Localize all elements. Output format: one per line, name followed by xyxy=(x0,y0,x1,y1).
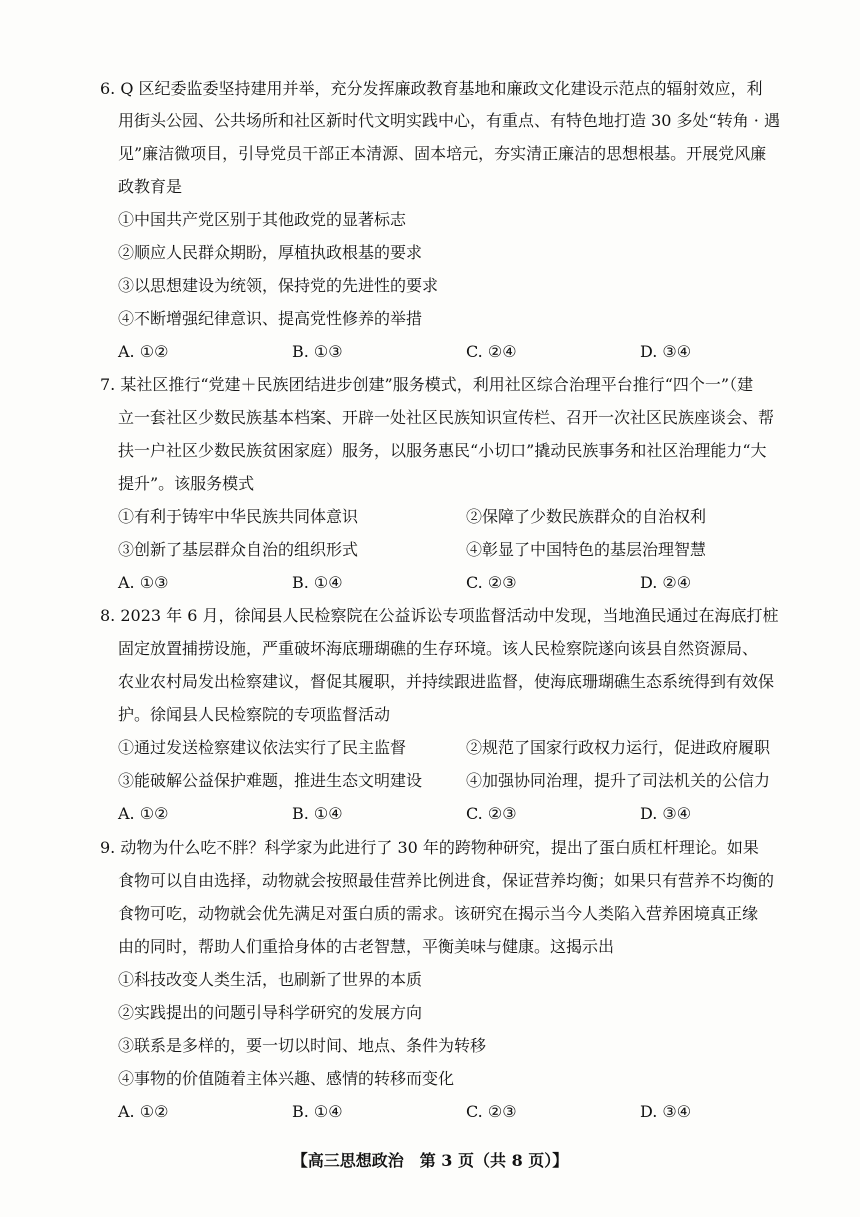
question-6-choice-b: B. ①③ xyxy=(292,342,343,361)
question-9-choice-c: C. ②③ xyxy=(466,1102,517,1121)
question-6-stem-line-1: 6. Q 区纪委监委坚持建用并举，充分发挥廉政教育基地和廉政文化建设示范点的辐射效应，利 xyxy=(100,79,763,98)
question-7-choice-c: C. ②③ xyxy=(466,573,517,592)
question-9-choice-d: D. ③④ xyxy=(640,1102,692,1121)
question-6-item-1: ①中国共产党区别于其他政党的显著标志 xyxy=(118,210,407,229)
question-9-item-1: ①科技改变人类生活，也刷新了世界的本质 xyxy=(118,970,423,989)
question-9-choice-a: A. ①② xyxy=(118,1102,169,1121)
question-7-stem-line-4: 提升”。该服务模式 xyxy=(118,474,255,493)
question-8-item-1: ①通过发送检察建议依法实行了民主监督 xyxy=(118,738,407,757)
question-7-choice-a: A. ①③ xyxy=(118,573,169,592)
question-6-stem-line-3: 见”廉洁微项目，引导党员干部正本清源、固本培元，夯实清正廉洁的思想根基。开展党风廉 xyxy=(118,144,767,163)
question-7-item-2: ②保障了少数民族群众的自治权利 xyxy=(466,507,707,526)
question-7-stem-line-1: 7. 某社区推行“党建＋民族团结进步创建”服务模式，利用社区综合治理平台推行“四个一”（建 xyxy=(100,375,754,394)
question-9-stem-line-2: 食物可以自由选择，动物就会按照最佳营养比例进食，保证营养均衡；如果只有营养不均衡的 xyxy=(118,871,775,890)
question-9-stem-line-3: 食物可吃，动物就会优先满足对蛋白质的需求。该研究在揭示当今人类陷入营养困境真正缘 xyxy=(118,904,759,923)
question-7-item-3: ③创新了基层群众自治的组织形式 xyxy=(118,540,359,559)
question-7-stem-line-2: 立一套社区少数民族基本档案、开辟一处社区民族知识宣传栏、召开一次社区民族座谈会、帮 xyxy=(118,408,775,427)
question-9-item-2: ②实践提出的问题引导科学研究的发展方向 xyxy=(118,1003,423,1022)
question-6-stem-line-4: 政教育是 xyxy=(118,177,183,196)
question-8-item-2: ②规范了国家行政权力运行，促进政府履职 xyxy=(466,738,771,757)
question-6-choice-a: A. ①② xyxy=(118,342,169,361)
question-6-item-4: ④不断增强纪律意识、提高党性修养的举措 xyxy=(118,309,423,328)
question-7-item-4: ④彰显了中国特色的基层治理智慧 xyxy=(466,540,707,559)
question-7-item-1: ①有利于铸牢中华民族共同体意识 xyxy=(118,507,359,526)
question-8-item-3: ③能破解公益保护难题，推进生态文明建设 xyxy=(118,771,423,790)
question-7-stem-line-3: 扶一户社区少数民族贫困家庭）服务，以服务惠民“小切口”撬动民族事务和社区治理能力“大 xyxy=(118,441,767,460)
question-9-item-4: ④事物的价值随着主体兴趣、感情的转移而变化 xyxy=(118,1069,455,1088)
page-footer: 【高三思想政治 第 3 页（共 8 页）】 xyxy=(291,1151,569,1170)
question-8-choice-b: B. ①④ xyxy=(292,804,343,823)
question-8-stem-line-3: 农业农村局发出检察建议，督促其履职，并持续跟进监督，使海底珊瑚礁生态系统得到有效保 xyxy=(118,672,775,691)
question-8-stem-line-4: 护。徐闻县人民检察院的专项监督活动 xyxy=(118,705,391,724)
question-8-choice-d: D. ③④ xyxy=(640,804,692,823)
question-8-choice-a: A. ①② xyxy=(118,804,169,823)
question-8-item-4: ④加强协同治理，提升了司法机关的公信力 xyxy=(466,771,771,790)
question-9-item-3: ③联系是多样的，要一切以时间、地点、条件为转移 xyxy=(118,1036,487,1055)
question-7-choice-b: B. ①④ xyxy=(292,573,343,592)
question-9-stem-line-1: 9. 动物为什么吃不胖？科学家为此进行了 30 年的跨物种研究，提出了蛋白质杠杆理论。如果 xyxy=(100,838,759,857)
question-6-item-2: ②顺应人民群众期盼，厚植执政根基的要求 xyxy=(118,243,423,262)
question-7-choice-d: D. ②④ xyxy=(640,573,692,592)
question-6-stem-line-2: 用街头公园、公共场所和社区新时代文明实践中心，有重点、有特色地打造 30 多处“转角 · 遇 xyxy=(118,111,780,130)
question-8-stem-line-2: 固定放置捕捞设施，严重破坏海底珊瑚礁的生存环境。该人民检察院遂向该县自然资源局、 xyxy=(118,639,759,658)
question-8-choice-c: C. ②③ xyxy=(466,804,517,823)
question-8-stem-line-1: 8. 2023 年 6 月，徐闻县人民检察院在公益诉讼专项监督活动中发现，当地渔民通过在海底打桩 xyxy=(100,606,779,625)
question-9-choice-b: B. ①④ xyxy=(292,1102,343,1121)
question-6-choice-d: D. ③④ xyxy=(640,342,692,361)
question-6-choice-c: C. ②④ xyxy=(466,342,517,361)
question-6-item-3: ③以思想建设为统领，保持党的先进性的要求 xyxy=(118,276,439,295)
question-9-stem-line-4: 由的同时，帮助人们重拾身体的古老智慧，平衡美味与健康。这揭示出 xyxy=(118,937,615,956)
